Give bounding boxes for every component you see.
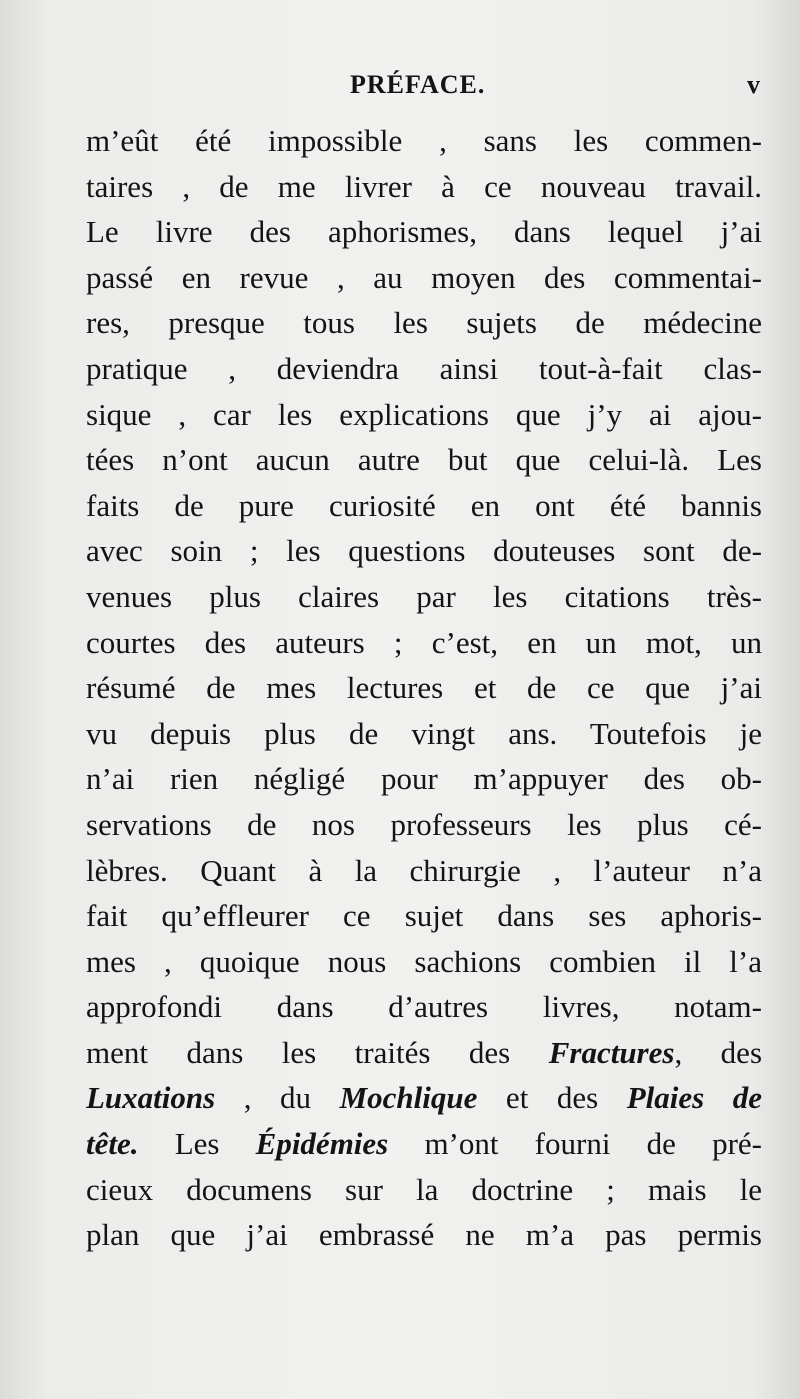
text-segment: mes , quoique nous sachions combien il l’a xyxy=(86,943,762,979)
text-segment: résumé de mes lectures et de ce que j’ai xyxy=(86,670,762,706)
text-line xyxy=(86,300,762,346)
text-line xyxy=(86,483,762,529)
text-segment: passé en revue , au moyen des commentai- xyxy=(86,259,762,295)
text-segment: Le livre des aphorismes, dans lequel j’ai xyxy=(86,214,762,250)
text-line xyxy=(86,984,762,1030)
page-number: v xyxy=(747,70,760,99)
text-segment: , des xyxy=(674,1034,762,1070)
text-segment: res, presque tous les sujets de médecine xyxy=(86,305,762,341)
text-segment: cieux documens sur la doctrine ; mais le xyxy=(86,1171,762,1207)
text-line xyxy=(86,528,762,574)
text-line xyxy=(86,209,762,255)
text-segment: vu depuis plus de vingt ans. Toutefois je xyxy=(86,715,762,751)
text-line xyxy=(86,1075,762,1121)
text-segment: lèbres. Quant à la chirurgie , l’auteur n’a xyxy=(86,852,762,888)
text-line xyxy=(86,392,762,438)
text-segment: avec soin ; les questions douteuses sont de- xyxy=(86,533,762,569)
text-segment: approfondi dans d’autres livres, notam- xyxy=(86,989,762,1025)
text-line xyxy=(86,1030,762,1076)
text-line xyxy=(86,164,762,210)
text-segment: et des xyxy=(477,1080,627,1116)
text-segment: plan que j’ai embrassé ne m’a pas permis xyxy=(86,1217,762,1253)
italic-title: Plaies de xyxy=(626,1080,762,1116)
italic-title: Mochlique xyxy=(339,1080,478,1116)
italic-title: tête. xyxy=(86,1126,139,1162)
running-head xyxy=(80,70,770,110)
text-line xyxy=(86,939,762,985)
text-line xyxy=(86,346,762,392)
italic-title: Luxations xyxy=(86,1080,216,1116)
text-segment: , du xyxy=(215,1080,340,1116)
text-line xyxy=(86,665,762,711)
text-segment: pratique , deviendra ainsi tout-à-fait clas- xyxy=(86,350,762,386)
text-segment: venues plus claires par les citations très- xyxy=(86,578,762,614)
text-line xyxy=(86,118,762,164)
text-segment: n’ai rien négligé pour m’appuyer des ob- xyxy=(86,761,762,797)
text-segment: ment dans les traités des xyxy=(86,1034,549,1070)
text-line xyxy=(86,756,762,802)
text-line xyxy=(86,255,762,301)
text-segment: taires , de me livrer à ce nouveau travail. xyxy=(86,168,762,204)
text-segment: sique , car les explications que j’y ai ajou- xyxy=(86,396,762,432)
text-line xyxy=(86,893,762,939)
italic-title: Fractures xyxy=(548,1034,675,1070)
text-line xyxy=(86,802,762,848)
text-segment: m’eût été impossible , sans les commen- xyxy=(86,123,762,158)
text-segment: m’ont fourni de pré- xyxy=(388,1126,762,1162)
text-line xyxy=(86,1121,762,1167)
italic-title: Épidémies xyxy=(255,1126,389,1162)
text-line xyxy=(86,1212,762,1258)
text-segment: Les xyxy=(138,1126,256,1162)
text-line xyxy=(86,848,762,894)
text-line xyxy=(86,574,762,620)
text-line xyxy=(86,620,762,666)
text-line xyxy=(86,1167,762,1213)
text-segment: servations de nos professeurs les plus cé- xyxy=(86,806,762,842)
running-title: PRÉFACE. xyxy=(350,70,486,99)
text-line xyxy=(86,711,762,757)
text-segment: tées n’ont aucun autre but que celui-là. Les xyxy=(86,442,762,478)
text-segment: fait qu’effleurer ce sujet dans ses aphoris- xyxy=(86,898,762,934)
text-segment: courtes des auteurs ; c’est, en un mot, un xyxy=(86,624,762,660)
body-text xyxy=(86,118,762,1258)
text-segment: faits de pure curiosité en ont été bannis xyxy=(86,487,762,523)
text-line xyxy=(86,437,762,483)
